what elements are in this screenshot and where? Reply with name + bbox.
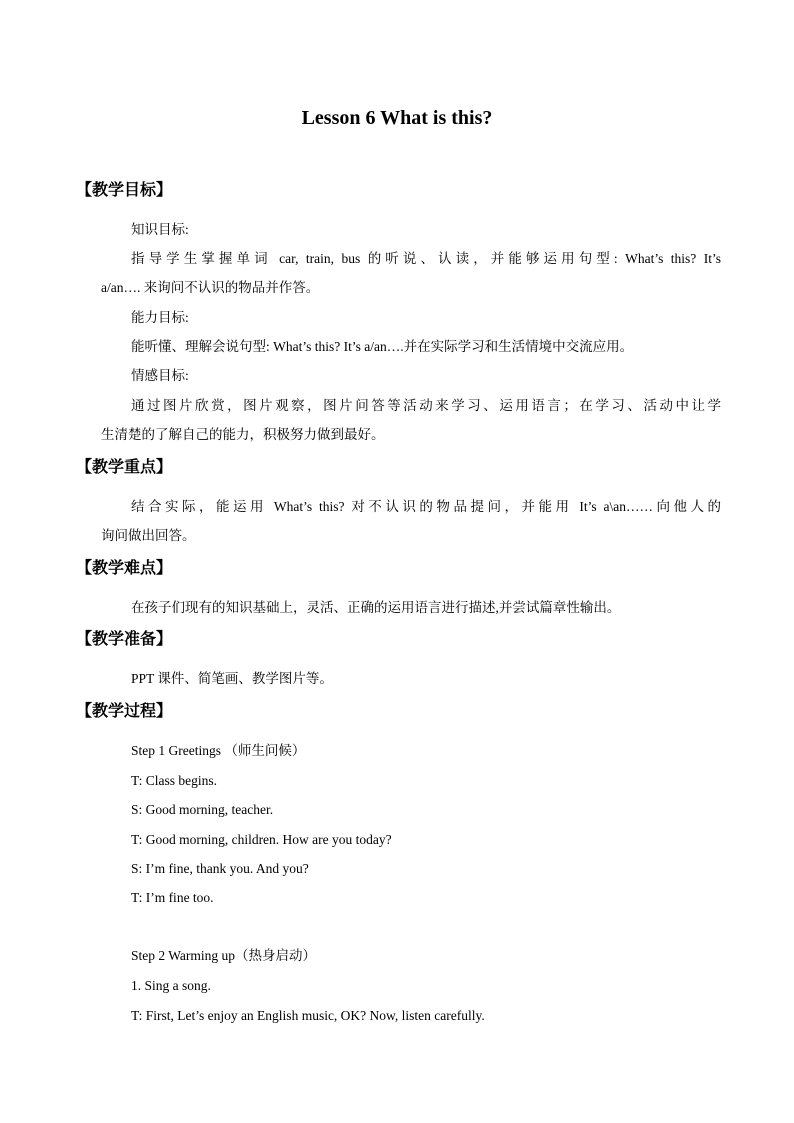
ability-goal-text: 能听懂、理解会说句型: What’s this? It’s a/an….并在实际学习和生活情境中交流应用。 <box>131 339 634 354</box>
emotion-goal-text-line1: 通过图片欣赏，图片观察，图片问答等活动来学习、运用语言；在学习、活动中让学 <box>131 398 721 413</box>
process-line: T: Good morning, children. How are you today? <box>131 832 392 847</box>
heading-process: 【教学过程】 <box>76 701 173 720</box>
ability-goal-label: 能力目标: <box>131 310 189 325</box>
process-line: S: Good morning, teacher. <box>131 802 274 817</box>
key-points-text-line1: 结合实际，能运用 What’s this? 对不认识的物品提问，并能用 It’s a\an……向他人的 <box>131 499 721 514</box>
emotion-goal-label: 情感目标: <box>131 368 189 383</box>
knowledge-goal-text-line1: 指导学生掌握单词 car, train, bus 的听说、认读，并能够运用句型: What’s this? It’s <box>131 251 721 266</box>
heading-key-points: 【教学重点】 <box>76 457 173 476</box>
process-line: T: First, Let’s enjoy an English music, OK? Now, listen carefully. <box>131 1008 485 1023</box>
difficulties-text: 在孩子们现有的知识基础上，灵活、正确的运用语言进行描述,并尝试篇章性输出。 <box>131 600 621 615</box>
key-points-text-line2: 询问做出回答。 <box>101 528 196 543</box>
heading-difficulties: 【教学难点】 <box>76 558 173 577</box>
knowledge-goal-label: 知识目标: <box>131 222 189 237</box>
knowledge-goal-text-line2: a/an…. 来询问不认识的物品并作答。 <box>101 280 320 295</box>
heading-objectives: 【教学目标】 <box>76 180 173 199</box>
process-line: S: I’m fine, thank you. And you? <box>131 861 309 876</box>
process-line: Step 1 Greetings （师生问候） <box>131 743 306 758</box>
process-line: 1. Sing a song. <box>131 978 211 993</box>
emotion-goal-text-line2: 生清楚的了解自己的能力，积极努力做到最好。 <box>101 427 385 442</box>
page-title: Lesson 6 What is this? <box>301 107 493 129</box>
heading-preparation: 【教学准备】 <box>76 629 173 648</box>
process-line: T: Class begins. <box>131 773 217 788</box>
process-line: Step 2 Warming up（热身启动） <box>131 948 317 963</box>
preparation-text: PPT 课件、简笔画、教学图片等。 <box>131 671 333 686</box>
process-line: T: I’m fine too. <box>131 890 214 905</box>
